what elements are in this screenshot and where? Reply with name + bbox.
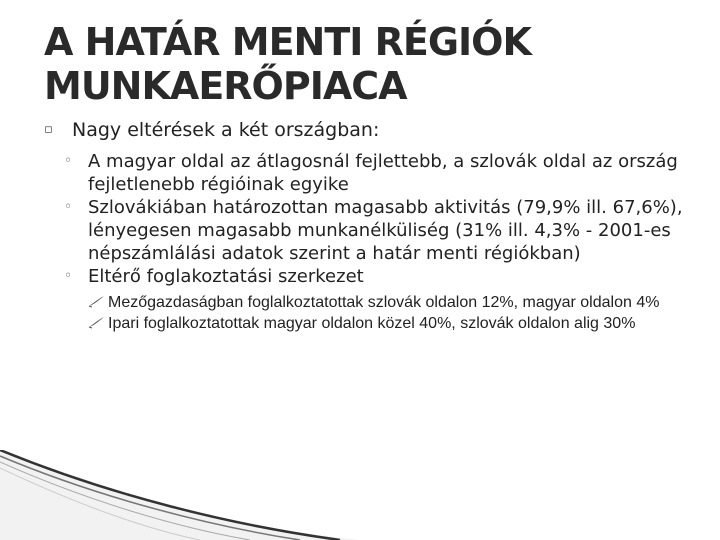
bullet-text: Szlovákiában határozottan magasabb aktivitás (79,9% ill. 67,6%), lényegesen magasabb munkanélküliség (31% ill. 4,3% - 2001-es népszámlálási adatok szerint a határ menti régiókban) [88,197,683,264]
corner-swoosh-decoration [0,450,720,540]
bullet-text: Nagy eltérések a két országban: [72,119,380,141]
bullet-level-2 [64,150,684,196]
slide-title-line-1: A HATÁR MENTI RÉGIÓK [44,20,531,64]
bullet-text: A magyar oldal az átlagosnál fejlettebb, a szlovák oldal az ország fejletlenebb régióinak egyike [88,151,678,195]
bullet-level-3 [88,292,684,313]
square-bullet-icon: ▫ [44,122,53,137]
bullet-level-2 [64,265,684,288]
slide-title-line-2: MUNKAERŐPIACA [44,64,407,108]
quill-bullet-icon [88,315,106,329]
bullet-level-3 [88,313,684,334]
slide-body [44,118,684,334]
bullet-text: Eltérő foglakoztatási szerkezet [88,266,364,287]
ring-bullet-icon: ◦ [64,153,73,169]
bullet-text: Mezőgazdaságban foglalkoztatottak szlovák oldalon 12%, magyar oldalon 4% [108,294,660,311]
slide-title [44,20,684,108]
bullet-level-1 [44,118,684,142]
bullet-level-2 [64,196,684,265]
ring-bullet-icon: ◦ [64,268,73,284]
ring-bullet-icon: ◦ [64,199,73,215]
quill-bullet-icon [88,294,106,308]
bullet-text: Ipari foglalkoztatottak magyar oldalon közel 40%, szlovák oldalon alig 30% [108,315,636,332]
